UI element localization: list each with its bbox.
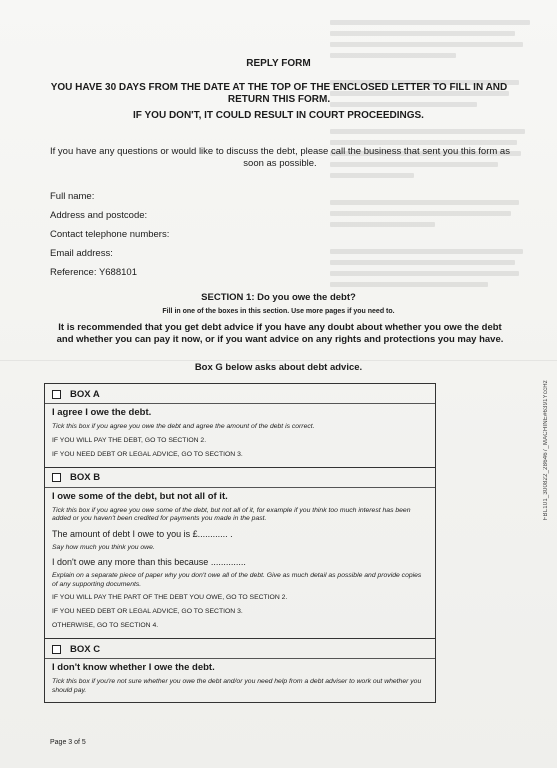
page-number: Page 3 of 5 <box>50 739 86 746</box>
answer-boxes <box>44 383 436 703</box>
box-b-amount-help: Say how much you think you owe. <box>52 543 155 551</box>
box-b-amount-line[interactable]: The amount of debt I owe to you is £............ . <box>52 528 233 539</box>
box-a <box>45 384 435 468</box>
reference-field: Reference: Y688101 <box>50 267 137 278</box>
box-g-note: Box G below asks about debt advice. <box>194 362 363 373</box>
box-a-checkbox[interactable] <box>52 390 61 399</box>
box-a-header <box>52 387 427 401</box>
box-b-header <box>52 471 427 485</box>
questions-instructions: If you have any questions or would like to discuss the debt, please call the business that sent you this form as soon as possible. <box>50 146 510 169</box>
box-a-instruction-1: IF YOU WILL PAY THE DEBT, GO TO SECTION 2. <box>52 436 207 444</box>
divider <box>45 658 435 659</box>
full-name-field[interactable]: Full name: <box>50 191 95 202</box>
box-b-checkbox[interactable] <box>52 473 61 482</box>
box-b-instruction-3: OTHERWISE, GO TO SECTION 4. <box>52 622 159 629</box>
contact-fields <box>50 187 169 282</box>
box-b-statement: I owe some of the debt, but not all of it. <box>52 490 228 502</box>
box-b <box>45 468 435 640</box>
box-b-help: Tick this box if you agree you owe some of the debt, but not all of it, for example if you think too much interest has been added or you haven't been credited for payments you made in the past. <box>52 506 411 522</box>
box-c <box>45 639 435 702</box>
box-c-checkbox[interactable] <box>52 645 61 654</box>
divider <box>45 403 435 404</box>
fold-line <box>0 360 557 361</box>
court-warning: IF YOU DON'T, IT COULD RESULT IN COURT PROCEEDINGS. <box>133 110 424 121</box>
box-c-label: BOX C <box>70 643 101 655</box>
section-1-subtitle: Fill in one of the boxes in this section. Use more pages if you need to. <box>162 308 395 315</box>
box-a-instruction-2: IF YOU NEED DEBT OR LEGAL ADVICE, GO TO SECTION 3. <box>52 450 243 458</box>
box-a-label: BOX A <box>70 388 100 400</box>
section-1-title: SECTION 1: Do you owe the debt? <box>201 292 356 303</box>
box-a-statement: I agree I owe the debt. <box>52 407 152 418</box>
box-b-instruction-2: IF YOU NEED DEBT OR LEGAL ADVICE, GO TO SECTION 3. <box>52 608 243 615</box>
box-b-reason-line[interactable]: I don't owe any more than this because .............. <box>52 557 246 567</box>
box-b-explain-help: Explain on a separate piece of paper why you don't owe all of the debt. Give as much detail as possible and provide copies of any supporting documents. <box>52 572 422 588</box>
debt-advice-recommendation: It is recommended that you get debt advice if you have any doubt about whether you owe the debt and whether you can pay it now, or if you want advice on any rights and protections you may have. <box>56 322 504 345</box>
reply-form-title: REPLY FORM <box>246 58 311 69</box>
box-a-help: Tick this box if you agree you owe the debt and agree the amount of the debt is correct. <box>52 423 315 430</box>
box-c-help: Tick this box if you're not sure whether you owe the debt and/or you need help from a debt adviser to work out whether you should pay. <box>52 678 422 694</box>
document-code: FBL101_300822_286467_MACHINE#6391YccHz <box>543 380 549 521</box>
divider <box>45 487 435 488</box>
address-field[interactable]: Address and postcode: <box>50 210 148 221</box>
box-b-label: BOX B <box>70 472 101 483</box>
telephone-field[interactable]: Contact telephone numbers: <box>50 229 170 240</box>
deadline-warning: YOU HAVE 30 DAYS FROM THE DATE AT THE TOP OF THE ENCLOSED LETTER TO FILL IN AND RETURN THIS FORM. <box>50 82 508 105</box>
box-c-statement: I don't know whether I owe the debt. <box>52 662 215 673</box>
box-c-header <box>52 642 427 656</box>
email-field[interactable]: Email address: <box>50 248 113 259</box>
box-b-instruction-1: IF YOU WILL PAY THE PART OF THE DEBT YOU OWE, GO TO SECTION 2. <box>52 594 288 601</box>
